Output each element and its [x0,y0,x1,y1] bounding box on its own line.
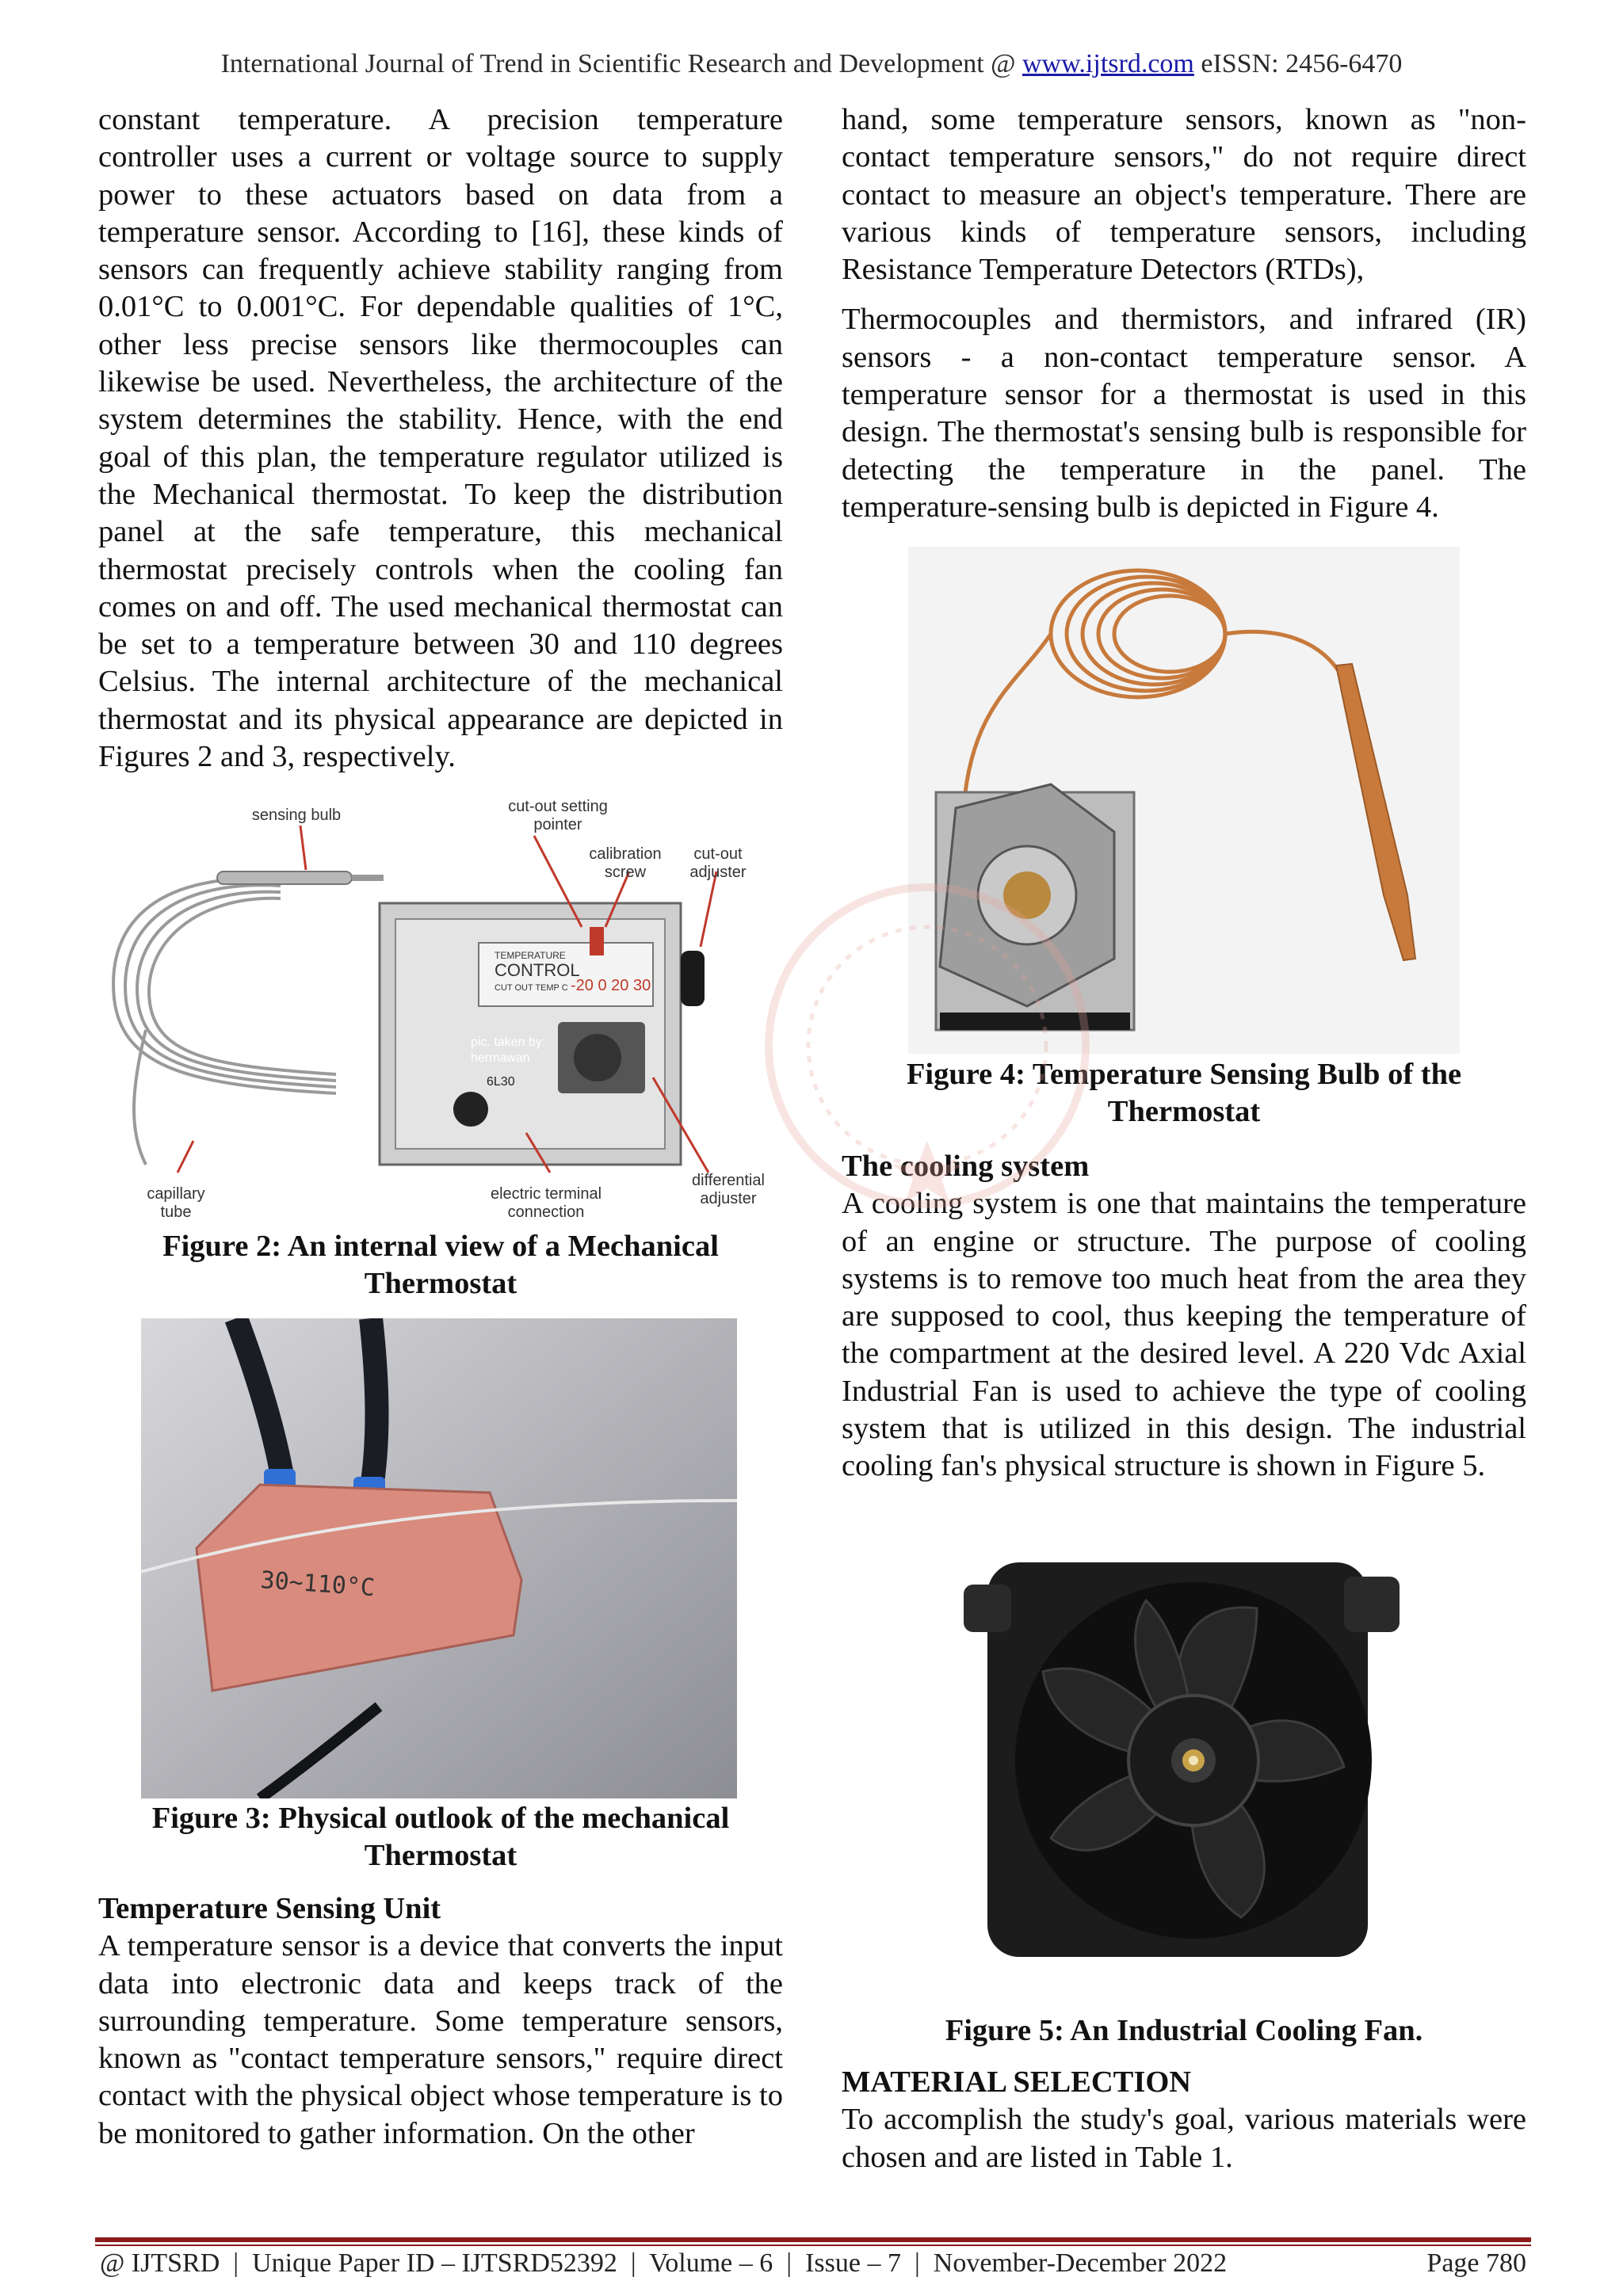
body-paragraph: hand, some temperature sensors, known as "non-contact temperature sensors," do not require direct contact to measure an object's temperature. There are various kinds of temperature sensors, including Resistance Temperature Detectors (RTDs), [842,103,1526,287]
figure-5-caption: Figure 5: An Industrial Cooling Fan. [945,2014,1423,2047]
running-header [0,49,1623,79]
footer-rule-thick [95,2237,1531,2242]
left-column-bottom [98,1890,783,2153]
model-label: 6L30 [487,1075,515,1089]
label-differential-1: differential [692,1172,765,1189]
section-heading-temperature-sensing: Temperature Sensing Unit [98,1892,441,1925]
label-calibration-1: calibration [589,845,662,863]
thermostat-internal-illustration [98,792,783,1226]
cooling-fan-illustration [956,1553,1412,1965]
label-cutout-pointer-2: pointer [533,816,582,833]
body-paragraph: Thermocouples and thermistors, and infrared (IR) sensors - a non-contact temperature sensor. A temperature sensor for a thermostat is used in this design. The thermostat's sensing bulb is responsible for detecting the temperature in the panel. The temperature-sensing bulb is depicted in Figure 4. [842,303,1526,524]
label-cutout-pointer-1: cut-out setting [508,798,608,815]
body-paragraph: To accomplish the study's goal, various materials were chosen and are listed in Table 1. [842,2103,1526,2174]
thermostat-photo-illustration [141,1318,737,1798]
label-cutout-adjuster-2: adjuster [689,864,747,881]
dial-title: TEMPERATURE [495,950,566,961]
page-number: Page 780 [1426,2248,1526,2278]
dial-scale: -20 0 20 30 [571,977,651,994]
left-column-top [98,101,783,776]
label-calibration-2: screw [604,864,647,881]
cutout-pointer-marker [590,927,604,955]
journal-url-link[interactable]: www.ijtsrd.com [1022,49,1194,78]
adjuster-knob [681,951,705,1006]
right-column-top [842,101,1526,526]
eissn: eISSN: 2456-6470 [1193,49,1403,78]
label-capillary-2: tube [160,1203,192,1221]
figure-4-caption: Figure 4: Temperature Sensing Bulb of the Thermostat [906,1058,1462,1129]
label-electric-2: connection [507,1203,585,1221]
figure-3-caption: Figure 3: Physical outlook of the mechanical Thermostat [151,1802,730,1873]
label-sensing-bulb: sensing bulb [251,807,342,824]
body-paragraph: constant temperature. A precision temperature controller uses a current or voltage source to supply power to these actuators based on data from a temperature sensor. According to [16], these kinds of sensors can frequently achieve stability ranging from 0.01°C to 0.001°C. For dependable qualities of 1°C, other less precise sensors like thermocouples can likewise be used. Nevertheless, the architecture of the system determines the stability. Hence, with the end goal of this plan, the temperature regulator utilized is the Mechanical thermostat. To keep the distribution panel at the safe temperature, this mechanical thermostat precisely controls when the cooling fan comes on and off. The used mechanical thermostat can be set to a temperature between 30 and 110 degrees Celsius. The internal architecture of the mechanical thermostat and its physical appearance are depicted in Figures 2 and 3, respectively. [98,103,783,774]
body-paragraph: A temperature sensor is a device that converts the input data into electronic data and keeps track of the surrounding temperature. Some temperature sensors, known as "contact temperature sensors," require direct contact with the physical object whose temperature is to be monitored to gather information. On the other [98,1929,783,2150]
section-heading-cooling-system: The cooling system [842,1150,1090,1183]
figure-2-caption: Figure 2: An internal view of a Mechanical Thermostat [162,1230,719,1301]
footer-rule-thin [95,2245,1531,2246]
label-cutout-adjuster-1: cut-out [693,845,743,863]
journal-name: International Journal of Trend in Scientific Research and Development @ [220,49,1022,78]
label-differential-2: adjuster [700,1190,757,1207]
label-electric-1: electric terminal [490,1185,602,1203]
photo-credit-line2: hermawan [471,1051,530,1065]
range-marking: 30~110°C [259,1566,376,1603]
dial-subtitle: CUT OUT TEMP C [495,983,568,993]
right-column-bottom [842,2064,1526,2176]
footer-paper-info: @ IJTSRD | Unique Paper ID – IJTSRD52392 | Volume – 6 | Issue – 7 | November-December 2022 [100,2248,1228,2278]
label-capillary-1: capillary [147,1185,205,1203]
section-heading-material-selection: MATERIAL SELECTION [842,2065,1192,2099]
journal-watermark-seal [761,840,1094,1252]
dial-control-text: CONTROL [495,960,580,980]
figure-3-thermostat-photo [141,1318,737,1798]
figure-2-thermostat-internal [98,792,783,1226]
photo-credit-line1: pic. taken by: [471,1035,546,1049]
running-footer [100,2248,1526,2279]
figure-5-cooling-fan [956,1553,1412,1965]
body-paragraph: A cooling system is one that maintains the temperature of an engine or structure. The purpose of cooling systems is to remove too much heat from the area they are supposed to cool, thus keeping the temperature of the compartment at the desired level. A 220 Vdc Axial Industrial Fan is used to achieve the type of cooling system that is utilized in this design. The industrial cooling fan's physical structure is shown in Figure 5. [842,1187,1526,1483]
